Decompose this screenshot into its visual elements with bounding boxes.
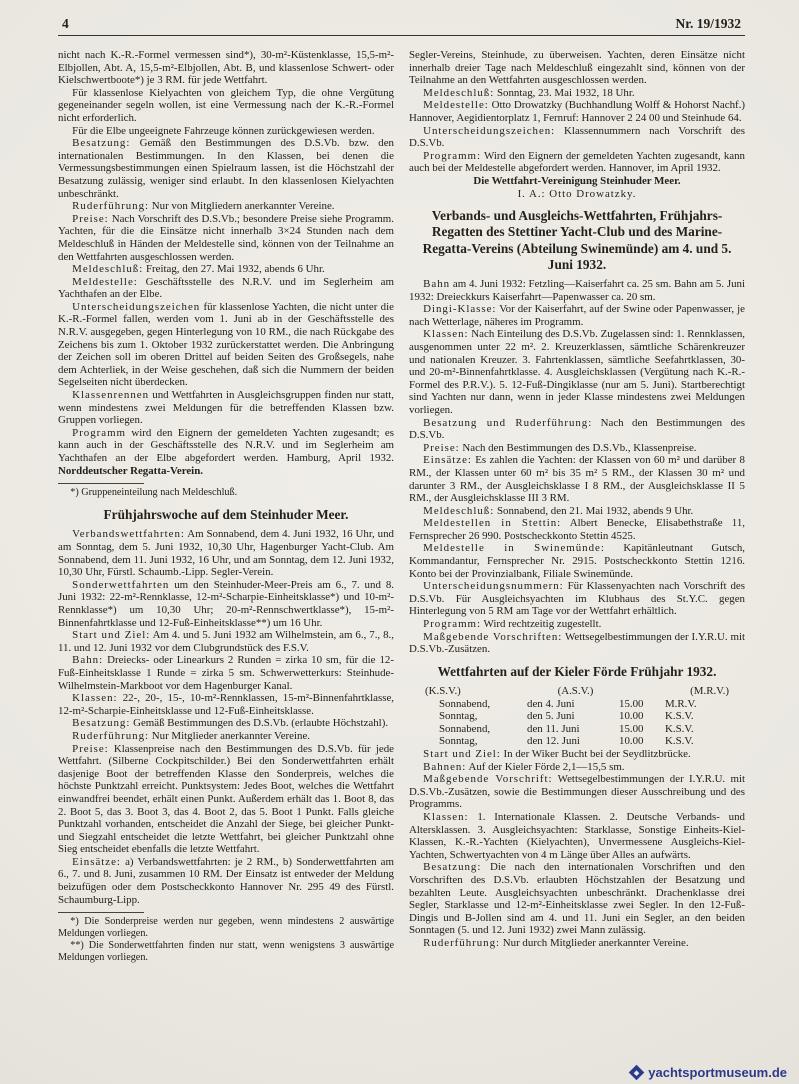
paragraph <box>58 49 394 87</box>
schedule-day: Sonntag, <box>439 735 478 748</box>
paragraph <box>58 125 394 138</box>
paragraph-text: Nach Einteilung des D.S.Vb. Zugelassen sind: 1. Rennklassen, ausgenommen unter 22 m². 2. Kreuzerklassen, sämtliche Schärenkreuzer und nationalen Kreuzer. 3. Fahrtenklassen, sämtliche Seefahrtklassen, 30- und 20-m²-Binnenfahrtklasse. 4. Ausgleichsklassen (Vergütung nach K.-R.-Formel des P.R.V.). 5. 12-Fuß-Dingiklasse (nur am 5. Juni). Startberechtigt sind Yachten nur dann, wenn in jeder Klasse mindestens zwei Meldungen vorliegen. <box>409 328 745 416</box>
paragraph-text: Otto Drowatzky (Buchhandlung Wolff & Hohorst Nachf.) Hannover, Aegidientorplatz 1, Fernruf: Hannover 2 24 00 und Steinhude 64. <box>409 99 745 124</box>
schedule-date: den 5. Juni <box>527 710 575 723</box>
club-abbreviations-row <box>409 685 745 698</box>
paragraph-text: Nach den Bestimmungen des D.S.Vb. <box>409 416 745 442</box>
paragraph-text: Wettsegelbestimmungen der I.Y.R.U. mit D.S.Vb.-Zusätzen. <box>409 630 745 656</box>
paragraph-label: Klassen: <box>423 328 469 341</box>
paragraph-label: Meldeschluß: <box>423 504 495 517</box>
club-abbreviation: (K.S.V.) <box>425 685 461 698</box>
paragraph <box>58 692 394 717</box>
footnote-text: *) Die Sonderpreise werden nur gegeben, wenn mindestens 2 auswärtige Meldungen vorliegen. <box>58 916 394 940</box>
paragraph-text: 22-, 20-, 15-, 10-m²-Rennklassen, 15-m²-Binnenfahrtklasse, 12-m²-Scharpie-Einheitsklasse und 12-Fuß-Einheitsklasse. <box>58 692 395 717</box>
paragraph-label: Unterscheidungszeichen <box>72 300 201 313</box>
paragraph-label: Programm: <box>423 618 481 631</box>
paragraph-text: Am Sonnabend, dem 4. Juni 1932, 16 Uhr, und am Sonntag, dem 5. Juni 1932, 10,30 Uhr, Hagenburger Yacht-Club. Am Sonnabend, dem 11. Juni 1932, 16 Uhr, und am Sonntag, dem 12. Juni 1932, 10,30 Uhr, Fürstl. Schaumb.-Lipp. Segler-Verein. <box>58 528 394 579</box>
paragraph <box>409 937 745 950</box>
paragraph <box>409 861 745 937</box>
paragraph <box>58 730 394 743</box>
schedule-club: K.S.V. <box>665 722 694 735</box>
paragraph <box>409 278 745 303</box>
paragraph-text: Die nach den internationalen Vorschriften und den Vorschriften des D.S.Vb. erlaubten Höchstzahlen der Besatzung und bezahlten Leute. Ausgleichsyachten unbeschränkt. Drachenklasse drei Segler, Starklasse und 12-m²-Einheitsklasse zwei Segler. In den 12-Fuß-Dingis und B-Jollen sind am 4. und 11. Juni ein Segler, an den beiden Sonntagen (5. und 12. Juni 1932) zwei Mann zulässig. <box>409 861 745 937</box>
paragraph-label: Besatzung: <box>423 861 482 874</box>
paragraph-label: Sonderwettfahrten <box>72 578 170 591</box>
schedule-club: K.S.V. <box>665 710 694 723</box>
paragraph <box>58 528 394 578</box>
footnote <box>58 487 394 499</box>
schedule-row <box>409 723 745 736</box>
paragraph-label: Meldestellen in Stettin: <box>423 517 562 530</box>
paragraph-label: Besatzung: <box>72 717 131 730</box>
schedule-date: den 11. Juni <box>527 722 580 735</box>
paragraph <box>409 517 745 542</box>
paragraph <box>58 654 394 692</box>
footnote <box>58 916 394 940</box>
paragraph-label: Preise: <box>72 212 109 225</box>
watermark-text: yachtsportmuseum.de <box>648 1065 787 1080</box>
paragraph-label: Einsätze: <box>72 855 121 868</box>
paragraph <box>409 773 745 811</box>
paragraph-text: Dreiecks- oder Linearkurs 2 Runden = zirka 10 sm, für die 12-Fuß-Einheitsklasse 1 Runde = zirka 5 sm. Schwerwetterkurs: Steinhude-Wilhelmstein-Markboot vor dem Hagenburger Kanal. <box>58 654 394 692</box>
paragraph-text: Nur von Mitgliedern anerkannter Vereine. <box>151 200 335 213</box>
paragraph <box>58 213 394 263</box>
schedule-day: Sonnabend, <box>439 697 491 710</box>
paragraph <box>58 743 394 856</box>
paragraph <box>409 417 745 442</box>
paragraph <box>409 303 745 328</box>
paragraph <box>409 87 745 100</box>
section-heading: Verbands- und Ausgleichs-Wettfahrten, Frühjahrs-Regatten des Stettiner Yacht-Club und des Marine-Regatta-Vereins (Abteilung Swinemünde) am 4. und 5. Juni 1932. <box>422 208 732 272</box>
paragraph-label: Programm <box>72 426 126 439</box>
paragraph-label: Preise: <box>423 441 460 454</box>
paragraph-text: Wird den Eignern der gemeldeten Yachten zugesandt, kann auch bei der Meldestelle abgefordert werden. Hannover, im April 1932. <box>409 149 746 175</box>
schedule-club: M.R.V. <box>665 697 697 710</box>
paragraph <box>58 263 394 276</box>
paragraph-label: Einsätze: <box>423 454 472 467</box>
paragraph-text: wird den Eignern der gemeldeten Yachten zugesandt; es kann auch in der Geschäftsstelle des N.R.V. und im Seglerheim am Yachthafen an der Elbe abgefordert werden. Hamburg, April 1932. <box>58 426 394 464</box>
paragraph-text: Sonntag, 23. Mai 1932, 18 Uhr. <box>496 86 635 99</box>
schedule-time: 10.00 <box>619 710 644 723</box>
paragraph <box>409 811 745 861</box>
paragraph-text: für klassenlose Yachten, die nicht unter die K.-R.-Formel fallen, werden vom 1. Juni ab in der Geschäftsstelle des N.R.V. ausgegeben, gegen Hinterlegung von 10 RM., die nach Rückgabe des Zeichens bis zum 1. Oktober 1932 zurückerstattet werden. Die Anbringung der Zeichen soll im oberen Drittel auf beiden Seiten des Großsegels, nahe dem Achterliek, in der Weise geschehen, daß sich die Nummern der beiden Segelseiten nicht überdecken. <box>58 300 394 389</box>
left-column <box>58 49 394 964</box>
paragraph <box>58 629 394 654</box>
diamond-logo-inner <box>634 1070 640 1076</box>
paragraph <box>58 200 394 213</box>
paragraph-label: Besatzung: <box>72 137 131 150</box>
club-abbreviation: (M.R.V.) <box>690 685 729 698</box>
paragraph <box>409 542 745 580</box>
schedule-time: 15.00 <box>619 697 644 710</box>
paragraph-text: Freitag, den 27. Mai 1932, abends 6 Uhr. <box>145 263 325 276</box>
paragraph-label: Klassen: <box>72 692 118 705</box>
paragraph-text: Albert Benecke, Elisabethstraße 11, Fernsprecher 26 990. Postscheckkonto Stettin 4525. <box>409 517 745 542</box>
paragraph-text: Für Klassenyachten nach Vorschrift des D.S.Vb. Für Ausgleichsyachten im Klubhaus des St.Y.C. gegen Hinterlegung von 5 RM am Tage vor der Wettfahrt erhältlich. <box>409 580 745 618</box>
paragraph-label: Dingi-Klasse: <box>423 303 497 316</box>
paragraph-label: Ruderführung: <box>423 936 501 949</box>
paragraph-label: Klassen: <box>423 810 469 823</box>
schedule-row <box>409 698 745 711</box>
paragraph-text: Wettsegelbestimmungen der I.Y.R.U. mit D.S.Vb.-Zusätzen, sowie die Bestimmungen dieser Ausschreibung und des Programms. <box>409 773 746 811</box>
schedule-date: den 12. Juni <box>527 735 580 748</box>
paragraph-label: Bahn <box>423 278 451 290</box>
paragraph <box>409 580 745 618</box>
paragraph-label: Ruderführung: <box>72 200 150 213</box>
signature-name: I. A.: Otto Drowatzky. <box>517 187 637 200</box>
page-header <box>58 16 745 35</box>
paragraph <box>409 631 745 656</box>
diamond-logo-icon <box>629 1065 645 1081</box>
paragraph-label: Unterscheidungszeichen: <box>423 124 556 137</box>
paragraph-text: Klassenpreise nach den Bestimmungen des D.S.Vb. für jede Wettfahrt. (Silberne Cockpitschilder.) Bei den Sonderwettfahrten erhält dasjenige Boot der betreffenden Klasse den Sonderpreis, welches die höchste Punktzahl erreicht. Punktsystem: Jedes Boot, welches die Wettfahrt einwandfrei beendet, erhält einen Punkt. Außerdem erhält das 1. Boot 8, das 2. Boot 5, das 3. Boot 3, das 4. Boot 2, das 5. Boot 1 Punkt. Falls gleiche Punktzahl vorhanden, entscheidet die Anzahl der Siege, bei gleicher Punkt- und Siegzahl entscheidet die letzte Wettfahrt, bei gleicher Punktzahl ohne Sieg entscheidet ebenfalls die letzte Wettfahrt. <box>58 742 394 856</box>
paragraph <box>58 427 394 477</box>
paragraph <box>409 442 745 455</box>
paragraph-text: Nur durch Mitglieder anerkannter Vereine. <box>502 936 689 949</box>
text-columns <box>58 49 745 964</box>
paragraph-label: Meldestelle in Swinemünde: <box>423 542 605 555</box>
paragraph-text: Klassennummern nach Vorschrift des D.S.Vb. <box>409 124 745 150</box>
schedule-time: 10.00 <box>619 735 644 748</box>
paragraph-text: Am 4. und 5. Juni 1932 am Wilhelmstein, am 6., 7., 8., 11. und 12. Juni 1932 vor dem Clubgrundstück des F.S.V. <box>58 629 394 654</box>
paragraph-label: Programm: <box>423 149 481 162</box>
paragraph <box>58 87 394 125</box>
paragraph <box>409 454 745 504</box>
paragraph-text: Nach den Bestimmungen des D.S.Vb., Klassenpreise. <box>462 441 697 454</box>
schedule-date: den 4. Juni <box>527 697 575 710</box>
paragraph-label: Start und Ziel: <box>72 629 151 642</box>
schedule-row <box>409 735 745 748</box>
paragraph <box>409 505 745 518</box>
paragraph-text: Für klassenlose Kielyachten von gleichem Typ, die ohne Vergütung gegeneinander segeln wollen, ist eine Vermessung nach der K.-R.-Formel nicht erforderlich. <box>58 86 394 124</box>
watermark <box>631 1065 787 1080</box>
signature-organization: Die Wettfahrt-Vereinigung Steinhuder Meer. <box>473 174 681 187</box>
schedule-day: Sonnabend, <box>439 722 491 735</box>
paragraph <box>409 125 745 150</box>
paragraph <box>409 328 745 416</box>
paragraph-label: Maßgebende Vorschrift: <box>423 773 553 786</box>
footnote <box>58 940 394 964</box>
paragraph-label: Meldestelle: <box>423 99 489 112</box>
schedule-time: 15.00 <box>619 722 644 735</box>
paragraph-text: a) Verbandswettfahrten: je 2 RM., b) Sonderwettfahrten am 6., 7. und 8. Juni, zusammen 10 RM. Der Einsatz ist entweder der Meldung beizufügen oder dem Postscheckkonto Hannover Nr. 295 49 des Fürstl. Schaumburg-Lipp. <box>58 855 394 906</box>
paragraph-text: Gemäß den Bestimmungen des D.S.Vb. bzw. den internationalen Bestimmungen. In den Klassen, bei denen die Vermessungsbestimmungen einen Spielraum lassen, ist die Höchstzahl der Besatzung zulässig, weniger sind erlaubt. In den klassenlosen Kielyachten unbeschränkt. <box>58 137 394 200</box>
paragraph <box>58 137 394 200</box>
paragraph-label: Meldeschluß: <box>72 263 144 276</box>
paragraph-label: Bahn: <box>72 654 104 667</box>
paragraph-text: In der Wiker Bucht bei der Seydlitzbrücke. <box>503 748 691 760</box>
section-heading: Wettfahrten auf der Kieler Förde Frühjahr 1932. <box>437 663 717 679</box>
schedule-day: Sonntag, <box>439 710 478 723</box>
paragraph-text: Für die Elbe ungeeignete Fahrzeuge können zurückgewiesen werden. <box>72 124 375 137</box>
paragraph-bold-text: Norddeutscher Regatta-Verein. <box>58 464 203 477</box>
paragraph <box>58 276 394 301</box>
paragraph <box>409 748 745 761</box>
schedule-row <box>409 710 745 723</box>
paragraph <box>58 717 394 730</box>
paragraph-label: Besatzung und Ruderführung: <box>423 416 593 429</box>
issue-number: Nr. 19/1932 <box>675 16 741 31</box>
paragraph-label: Maßgebende Vorschriften: <box>423 630 563 643</box>
paragraph-text: Kapitänleutnant Gutsch, Kommandantur, Fernsprecher Nr. 2915. Postscheckkonto Stettin 1216. Konto bei der Provinzialbank, Filiale Swinemünde. <box>409 542 745 580</box>
paragraph-label: Start und Ziel: <box>423 748 501 760</box>
paragraph-text: Sonnabend, den 21. Mai 1932, abends 9 Uhr. <box>496 504 694 517</box>
paragraph-text: nicht nach K.-R.-Formel vermessen sind*), 30-m²-Küstenklasse, 15,5-m²-Elbjollen, Abt. A, 15,5-m²-Elbjollen, Abt. B, und klassenlose Schwert- oder Kielschwertboote*) je 3 RM. für jede Wettfahrt. <box>58 49 394 87</box>
paragraph-label: Verbandswettfahrten: <box>72 528 185 541</box>
paragraph <box>58 389 394 427</box>
paragraph-label: Meldestelle: <box>72 275 138 288</box>
paragraph <box>409 99 745 124</box>
paragraph <box>409 150 745 175</box>
paragraph-text: und Wettfahrten in Ausgleichsgruppen finden nur statt, wenn mindestens zwei Meldungen für die betreffenden Klassen bzw. Gruppen vorliegen. <box>58 389 394 427</box>
paragraph-label: Meldeschluß: <box>423 86 495 99</box>
paragraph-label: Bahnen: <box>423 760 467 773</box>
paragraph-label: Klassenrennen <box>72 389 150 402</box>
section-heading: Frühjahrswoche auf dem Steinhuder Meer. <box>103 507 349 523</box>
paragraph-text: 1. Internationale Klassen. 2. Deutsche Verbands- und Altersklassen. 3. Ausgleichsyachten: Starklasse, Sonstige Einheits-Kiel-Klassen, K.-R.-Yachten (Kielyachten), Unvermessene Ausgleichs-Kiel-Yachten, Schwertyachten von 4 m Länge über Alles an aufwärts. <box>409 810 745 861</box>
paragraph <box>409 49 745 87</box>
paragraph <box>58 579 394 629</box>
club-abbreviation: (A.S.V.) <box>557 685 594 698</box>
paragraph-label: Unterscheidungsnummern: <box>423 580 564 593</box>
paragraph-text: Nur Mitglieder anerkannter Vereine. <box>151 729 311 742</box>
footnote-rule <box>58 912 144 913</box>
paragraph-label: Preise: <box>72 742 109 755</box>
paragraph-text: Auf der Kieler Förde 2,1—15,5 sm. <box>468 760 625 773</box>
footnote-text: *) Gruppeneinteilung nach Meldeschluß. <box>70 487 238 499</box>
right-column <box>409 49 745 964</box>
paragraph-text: Gemäß Bestimmungen des D.S.Vb. (erlaubte Höchstzahl). <box>133 717 389 730</box>
paragraph-text: um den Steinhuder-Meer-Preis am 6., 7. und 8. Juni 1932: 22-m²-Rennklasse, 12-m²-Scharpie-Einheitsklasse*) und 10-m²-Rennklasse*) um 10,30 Uhr; 20-m²-Rennschwertklasse*), 15-m²-Binnenfahrtklasse und 12-Fuß-Einheitsklasse**) um 16 Uhr. <box>58 578 394 629</box>
footnote-rule <box>58 483 144 484</box>
paragraph <box>409 761 745 774</box>
paragraph-text: Segler-Vereins, Steinhude, zu überweisen. Yachten, deren Einsätze nicht innerhalb dreier Tage nach Meldeschluß eingezahlt sind, können von der Teilnahme an den Wettfahrten ausgeschlossen werden. <box>409 49 745 87</box>
footnote-text: **) Die Sonderwettfahrten finden nur statt, wenn wenigstens 3 auswärtige Meldungen vorliegen. <box>58 940 394 964</box>
paragraph-text: Geschäftsstelle des N.R.V. und im Seglerheim am Yachthafen an der Elbe. <box>58 275 394 301</box>
header-rule <box>58 35 745 36</box>
paragraph <box>58 301 394 389</box>
paragraph-text: Wird rechtzeitig zugestellt. <box>483 618 602 631</box>
paragraph <box>58 856 394 906</box>
paragraph-label: Ruderführung: <box>72 729 150 742</box>
page-number: 4 <box>62 16 69 31</box>
paragraph-text: Vor der Kaiserfahrt, auf der Swine oder Papenwasser, je nach Wetterlage, näheres im Programm. <box>409 303 745 328</box>
schedule-club: K.S.V. <box>665 735 694 748</box>
paragraph <box>409 618 745 631</box>
paragraph-text: Nach Vorschrift des D.S.Vb.; besondere Preise siehe Programm. Yachten, für die die Einsätze nicht innerhalb 3×24 Stunden nach dem Meldeschluß in Händen der Meldestelle sind, können von der Teilnahme an den Wettfahrten ausgeschlossen werden. <box>58 212 394 263</box>
paragraph-text: am 4. Juni 1932: Fetzling—Kaiserfahrt ca. 25 sm. Bahn am 5. Juni 1932: Dreieckkurs Kaiserfahrt—Papenwasser ca. 20 sm. <box>409 278 745 303</box>
paragraph-text: Es zahlen die Yachten: der Klassen von 60 m² und darüber 8 RM., der Klassen unter 60 m² bis 35 m² 5 RM., der Klassen 30 m² und darunter 3 RM., der Ausgleichsklasse I 8 RM., der Ausgleichsklasse II 5 RM., der Ausgleichsklasse III 3 RM. <box>409 454 745 505</box>
